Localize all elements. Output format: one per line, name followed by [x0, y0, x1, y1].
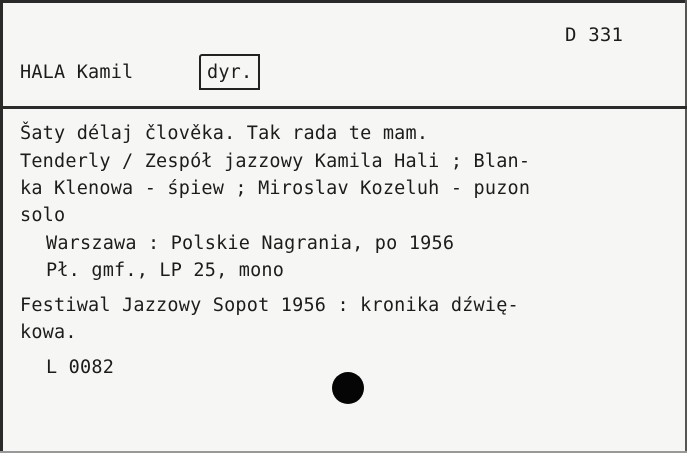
card-top-edge [0, 0, 687, 3]
header-rule [3, 106, 687, 109]
call-number: D 331 [565, 24, 624, 46]
description-line: solo [20, 205, 66, 226]
series-line: Festiwal Jazzowy Sopot 1956 : kronika dźwię- [20, 295, 519, 316]
description-line: ka Klenowa - śpiew ; Miroslav Kozeluh - puzon [20, 178, 531, 199]
author-heading: HALA Kamil [20, 62, 134, 83]
card-punch-hole [332, 372, 364, 404]
title-line: Šaty délaj člověka. Tak rada te mam. [20, 123, 429, 144]
description-line: Tenderly / Zespół jazzowy Kamila Hali ; Blan- [20, 151, 531, 172]
shelf-number: L 0082 [46, 357, 115, 378]
format-line: Pł. gmf., LP 25, mono [46, 260, 285, 281]
role-bracket: dyr. [199, 54, 260, 90]
publication-line: Warszawa : Polskie Nagrania, po 1956 [46, 233, 455, 254]
series-line: kowa. [20, 322, 77, 343]
card-left-edge [0, 0, 3, 453]
